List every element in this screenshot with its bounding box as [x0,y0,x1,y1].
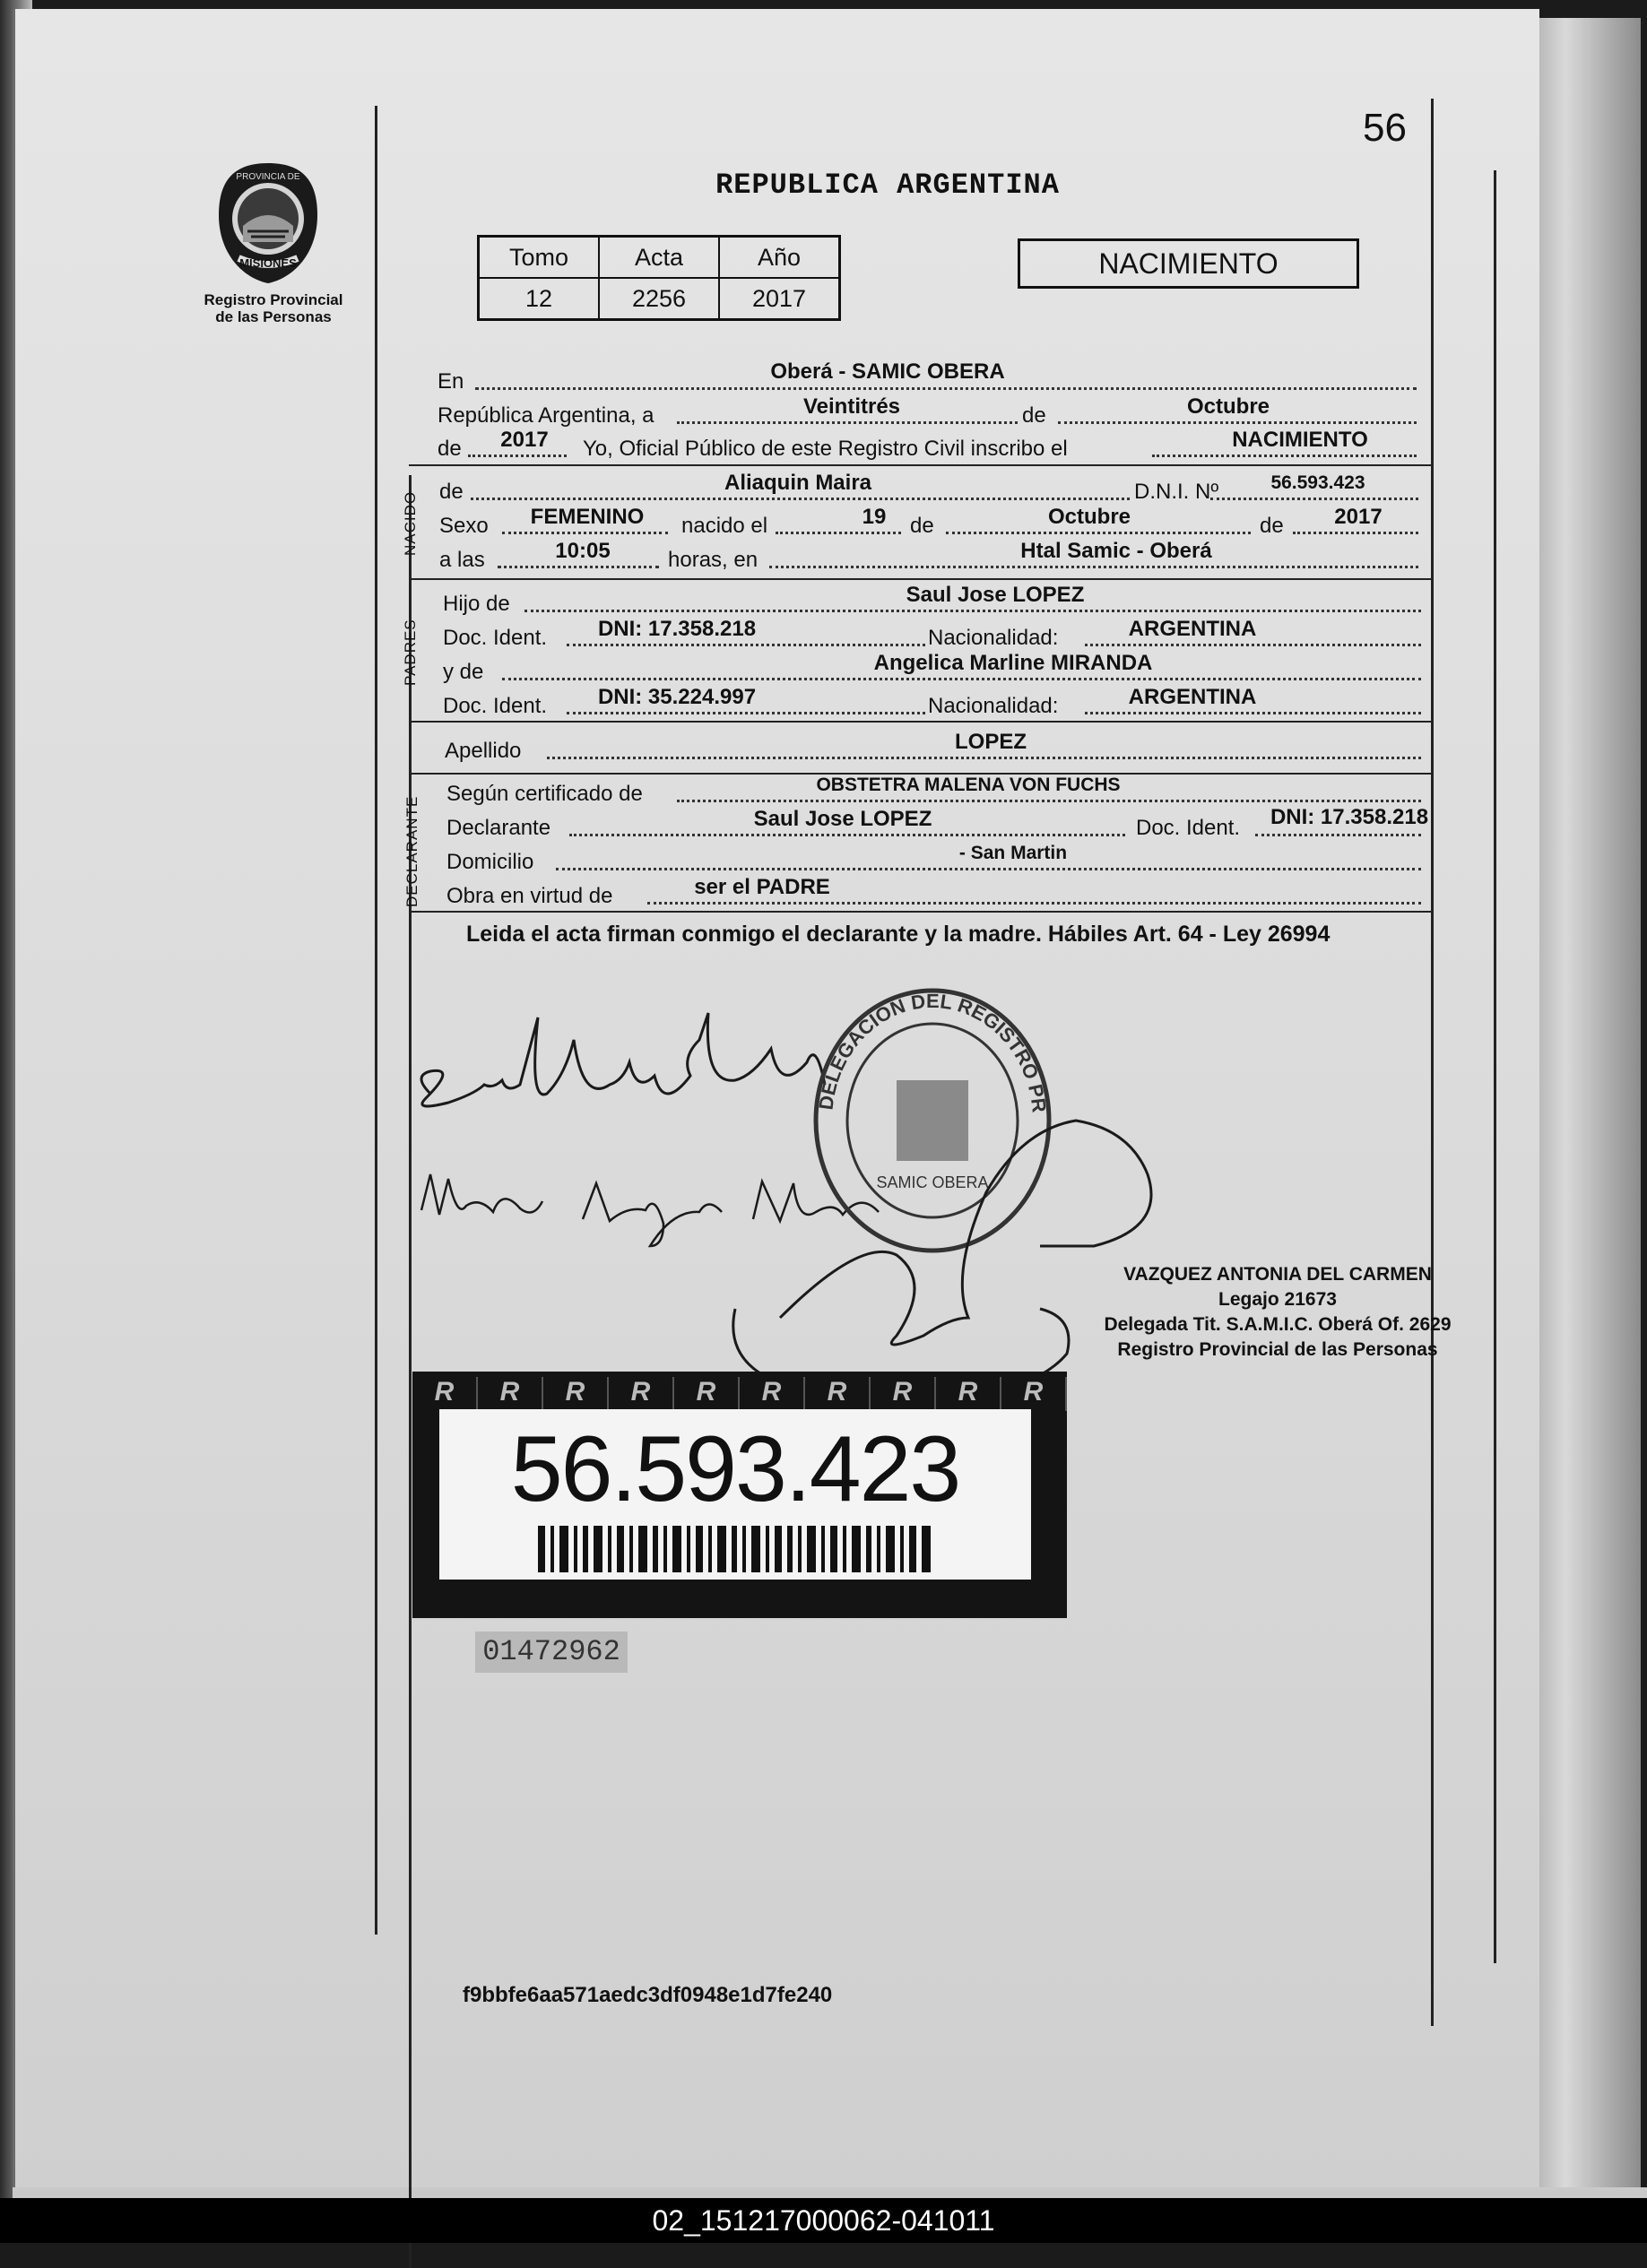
de-label: de [1022,403,1046,428]
y-de-label: y de [443,660,484,684]
month-dotline [1058,421,1417,424]
page-number: 56 [1363,106,1407,150]
domicilio-label: Domicilio [446,850,534,874]
scan-filename-footer: 02_151217000062-041011 [0,2198,1647,2243]
birth-place-dotline [769,566,1418,568]
obra-label: Obra en virtud de [446,884,613,908]
birth-de-label: de [910,514,934,538]
apellido-label: Apellido [445,739,522,763]
document-title: REPUBLICA ARGENTINA [715,169,1060,202]
acta-header: Acta [599,237,719,279]
mother-doc-value: DNI: 35.224.997 [597,685,757,709]
apellido-value: LOPEZ [954,730,1027,754]
acta-value: 2256 [599,278,719,320]
mother-doc-dotline [567,712,925,714]
father-nat-label: Nacionalidad: [928,626,1059,650]
nacido-section-label: NACIDO [402,490,419,556]
name-dotline [471,498,1130,500]
de-year-label: de [438,437,462,461]
nacido-el-label: nacido el [681,514,768,538]
birth-day-dotline [776,532,901,534]
svg-text:SAMIC OBERA: SAMIC OBERA [876,1173,989,1191]
margin-rule-far-right [1494,170,1496,1963]
declarante-doc-label: Doc. Ident. [1136,816,1241,840]
father-doc-dotline [567,644,925,646]
anio-value: 2017 [719,278,840,320]
tomo-value: 12 [479,278,600,320]
event-dotline [1152,454,1417,457]
child-dni-value: 56.593.423 [1270,472,1365,493]
father-dotline [524,610,1421,612]
birth-month-dotline [946,532,1251,534]
domicilio-dotline [556,868,1421,870]
birth-year-value: 2017 [1334,505,1383,529]
closing-note: Leida el acta firman conmigo el declarante y la madre. Hábiles Art. 64 - Ley 26994 [466,922,1331,947]
declarante-signature [421,1013,825,1106]
section-divider [409,464,1431,466]
cert-label: Según certificado de [446,782,643,806]
official-stamp-text [1085,1262,1470,1363]
child-name-value: Aliaquin Maira [724,471,872,495]
month-value: Octubre [1186,394,1270,419]
father-doc-label: Doc. Ident. [443,626,548,650]
declarante-doc-dotline [1255,834,1421,836]
time-value: 10:05 [555,539,611,563]
cert-value: OBSTETRA MALENA VON FUCHS [816,775,1121,795]
sheet-bottom-edge [13,2187,1647,2198]
time-dotline [498,566,659,568]
declarante-doc-value: DNI: 17.358.218 [1270,805,1429,829]
year-value: 2017 [500,428,549,452]
birth-place-value: Htal Samic - Oberá [1020,539,1212,563]
place-value: Oberá - SAMIC OBERA [770,359,1005,384]
birth-day-value: 19 [862,505,887,529]
father-nat-dotline [1085,644,1421,646]
day-dotline [677,421,1018,424]
registry-seal [814,990,1050,1251]
official-role: Delegada Tit. S.A.M.I.C. Oberá Of. 2629 [1104,1314,1452,1335]
section-divider [409,911,1431,913]
declarante-section-label: DECLARANTE [403,795,420,907]
nacido-de-label: de [439,480,464,504]
mother-signature [421,1174,879,1246]
year-dotline [468,454,567,457]
padres-section-label: PADRES [402,619,419,686]
official-name: VAZQUEZ ANTONIA DEL CARMEN [1123,1264,1432,1285]
father-nat-value: ARGENTINA [1128,617,1257,641]
document-hash: f9bbfe6aa571aedc3df0948e1d7fe240 [463,1983,833,2007]
declarante-value: Saul Jose LOPEZ [753,807,932,831]
logo-caption: Registro Provincial de las Personas [204,291,343,325]
sexo-value: FEMENINO [530,505,645,529]
sexo-label: Sexo [439,514,489,538]
dni-dotline [1210,498,1418,500]
declarante-dotline [569,834,1125,836]
republica-label: República Argentina, a [438,403,654,428]
birth-month-value: Octubre [1047,505,1131,529]
father-doc-value: DNI: 17.358.218 [597,617,757,641]
dni-label: D.N.I. Nº [1134,480,1219,504]
mother-nat-dotline [1085,712,1421,714]
birth-de-label-2: de [1260,514,1284,538]
section-divider [409,721,1431,723]
mother-doc-label: Doc. Ident. [443,694,548,718]
en-label: En [438,369,464,394]
label-dni-number: 56.593.423 [510,1417,960,1521]
hijo-de-label: Hijo de [443,592,510,616]
declarante-label: Declarante [446,816,551,840]
svg-text:PROVINCIA DE: PROVINCIA DE [236,172,300,182]
anio-header: Año [719,237,840,279]
control-number-sticker: 01472962 [475,1632,628,1673]
place-dotline [475,387,1417,390]
birth-year-dotline [1293,532,1418,534]
apellido-dotline [547,757,1421,759]
margin-rule-left [375,106,377,1935]
security-pattern-row: R R R R R R R R R R [412,1377,1067,1411]
record-type-box: NACIMIENTO [1018,238,1359,289]
barcode-icon [538,1526,932,1572]
sexo-dotline [502,532,668,534]
day-words-value: Veintitrés [802,394,901,419]
obra-value: ser el PADRE [694,875,830,899]
label-white-area [439,1409,1031,1580]
section-divider [409,578,1431,580]
cert-dotline [677,800,1421,802]
a-las-label: a las [439,548,485,572]
tomo-header: Tomo [479,237,600,279]
mother-name-value: Angelica Marline MIRANDA [873,651,1153,675]
mother-nat-label: Nacionalidad: [928,694,1059,718]
obra-dotline [647,902,1421,905]
record-reference-table [477,235,841,321]
mother-nat-value: ARGENTINA [1128,685,1257,709]
dni-barcode-label [412,1372,1067,1618]
mother-dotline [502,678,1421,680]
father-name-value: Saul Jose LOPEZ [906,583,1085,607]
svg-text:DELEGACION DEL REGISTRO PROVIN: DELEGACION DEL REGISTRO PR [814,989,1051,1114]
domicilio-value: - San Martin [958,843,1068,863]
official-legajo: Legajo 21673 [1218,1289,1337,1310]
horas-en-label: horas, en [668,548,758,572]
official-org: Registro Provincial de las Personas [1117,1339,1438,1360]
misiones-coat-of-arms-logo [212,160,325,287]
oficial-text: Yo, Oficial Público de este Registro Civil inscribo el [583,437,1068,461]
svg-text:MISIONES: MISIONES [239,256,297,270]
event-value: NACIMIENTO [1232,428,1368,452]
